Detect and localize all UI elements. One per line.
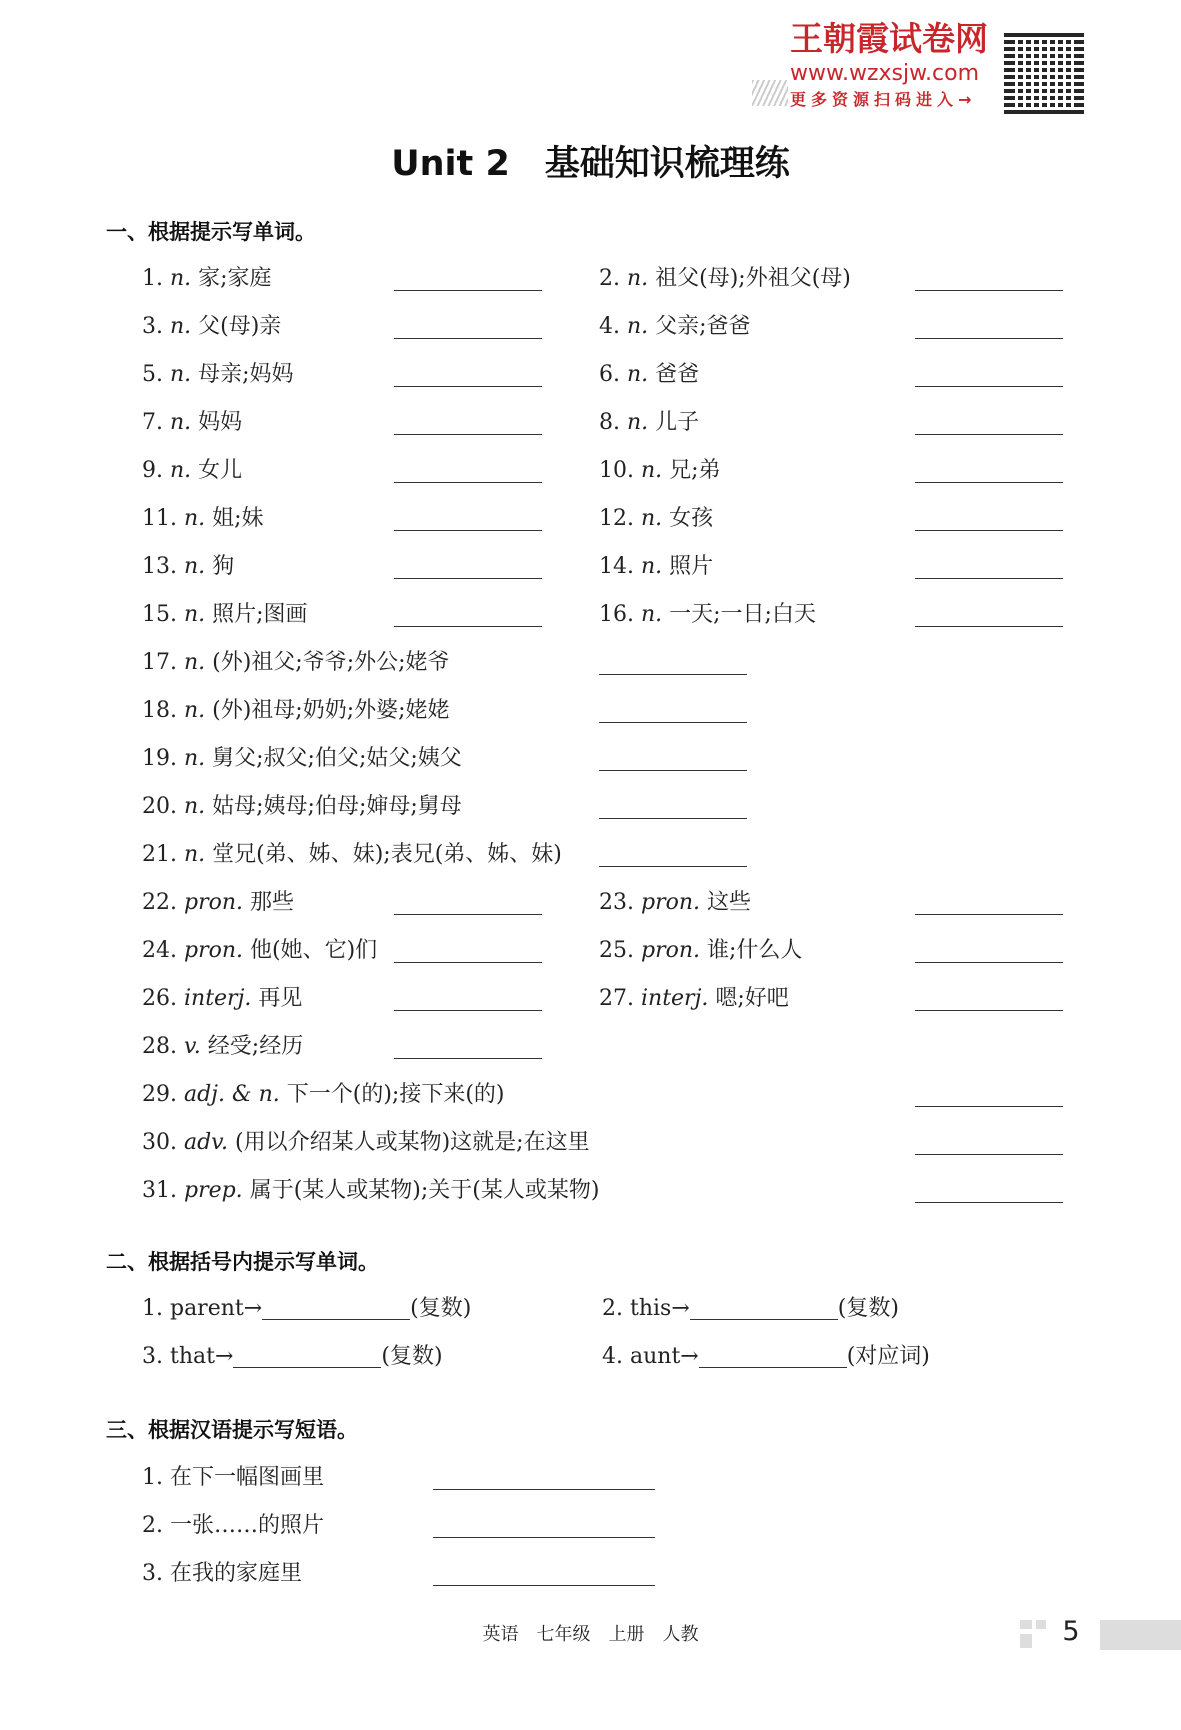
answer-blank[interactable]: [915, 626, 1063, 627]
item-number: 4.: [599, 314, 627, 339]
part-of-speech: n.: [626, 410, 656, 435]
list-item: [142, 360, 294, 390]
item-number: 10.: [599, 458, 641, 483]
item-number: 19.: [142, 746, 184, 771]
answer-blank[interactable]: [599, 722, 747, 723]
qr-code-icon: [1004, 32, 1084, 114]
answer-blank[interactable]: [394, 962, 542, 963]
list-item: [599, 408, 699, 438]
part-of-speech: n.: [640, 458, 670, 483]
answer-blank[interactable]: [915, 1106, 1063, 1107]
part-of-speech: n.: [183, 554, 213, 579]
list-item: [142, 312, 281, 342]
part-of-speech: adj. & n.: [183, 1082, 287, 1107]
item-meaning: 狗: [212, 554, 235, 579]
decorative-square: [1036, 1620, 1046, 1629]
item-number: 6.: [599, 362, 627, 387]
item-number: 13.: [142, 554, 184, 579]
answer-blank[interactable]: [699, 1345, 847, 1368]
section1-heading: 一、根据提示写单词。: [106, 220, 316, 244]
answer-blank[interactable]: [394, 338, 542, 339]
decorative-square: [1020, 1634, 1032, 1648]
item-meaning: 家;家庭: [198, 266, 272, 291]
section3-heading: 三、根据汉语提示写短语。: [106, 1418, 358, 1442]
list-item: [142, 552, 234, 582]
answer-blank[interactable]: [915, 578, 1063, 579]
item-word: 3. that→: [142, 1344, 234, 1369]
answer-blank[interactable]: [599, 866, 747, 867]
list-item: [142, 744, 462, 774]
item-meaning: 他(她、它)们: [249, 938, 378, 963]
item-number: 11.: [142, 506, 184, 531]
part-of-speech: n.: [169, 266, 199, 291]
answer-blank[interactable]: [394, 290, 542, 291]
item-number: 9.: [142, 458, 170, 483]
item-number: 8.: [599, 410, 627, 435]
part-of-speech: pron.: [183, 890, 250, 915]
list-item: [602, 1294, 899, 1324]
answer-blank[interactable]: [394, 1010, 542, 1011]
part-of-speech: v.: [183, 1034, 208, 1059]
item-number: 23.: [599, 890, 641, 915]
logo-url: www.wzxsjw.com: [790, 61, 980, 86]
answer-blank[interactable]: [394, 914, 542, 915]
part-of-speech: n.: [640, 554, 670, 579]
answer-blank[interactable]: [915, 290, 1063, 291]
list-item: [602, 1342, 930, 1372]
item-meaning: (外)祖父;爷爷;外公;姥爷: [212, 650, 450, 675]
section2-heading: 二、根据括号内提示写单词。: [106, 1250, 379, 1274]
item-hint: (复数): [410, 1296, 472, 1321]
part-of-speech: n.: [640, 506, 670, 531]
list-item: [142, 840, 562, 870]
list-item: [142, 888, 294, 918]
item-meaning: 爸爸: [655, 362, 700, 387]
part-of-speech: pron.: [640, 890, 707, 915]
list-item: [142, 264, 272, 294]
item-number: 26.: [142, 986, 184, 1011]
list-item: [599, 312, 751, 342]
list-item: 3. 在我的家庭里: [142, 1561, 302, 1586]
item-number: 17.: [142, 650, 184, 675]
list-item: [142, 792, 462, 822]
answer-blank[interactable]: [690, 1297, 838, 1320]
list-item: 1. 在下一幅图画里: [142, 1465, 324, 1490]
item-meaning: 属于(某人或某物);关于(某人或某物): [249, 1178, 600, 1203]
item-number: 7.: [142, 410, 170, 435]
item-number: 3.: [142, 314, 170, 339]
logo-subtitle: 更多资源扫码进入→: [790, 90, 977, 109]
item-number: 2.: [599, 266, 627, 291]
answer-blank[interactable]: [915, 914, 1063, 915]
item-meaning: 父(母)亲: [198, 314, 282, 339]
footer-text: 英语 七年级 上册 人教: [482, 1624, 699, 1645]
part-of-speech: n.: [169, 314, 199, 339]
item-number: 16.: [599, 602, 641, 627]
list-item: [142, 648, 450, 678]
item-meaning: 照片;图画: [212, 602, 308, 627]
list-item: [142, 504, 264, 534]
part-of-speech: n.: [626, 266, 656, 291]
list-item: [142, 696, 450, 726]
list-item: [142, 984, 302, 1014]
list-item: [142, 456, 242, 486]
list-item: [599, 552, 713, 582]
item-hint: (复数): [837, 1296, 899, 1321]
part-of-speech: n.: [626, 314, 656, 339]
answer-blank[interactable]: [433, 1585, 655, 1586]
item-meaning: (外)祖母;奶奶;外婆;姥姥: [212, 698, 450, 723]
list-item: [142, 936, 377, 966]
item-meaning: 堂兄(弟、姊、妹);表兄(弟、姊、妹): [212, 842, 562, 867]
part-of-speech: pron.: [640, 938, 707, 963]
list-item: [142, 408, 242, 438]
answer-blank[interactable]: [915, 338, 1063, 339]
item-meaning: 一天;一日;白天: [669, 602, 816, 627]
answer-blank[interactable]: [394, 1058, 542, 1059]
part-of-speech: n.: [183, 506, 213, 531]
item-number: 31.: [142, 1178, 184, 1203]
item-number: 29.: [142, 1082, 184, 1107]
item-meaning: 母亲;妈妈: [198, 362, 294, 387]
answer-blank[interactable]: [394, 386, 542, 387]
list-item: [599, 600, 816, 630]
item-meaning: 谁;什么人: [706, 938, 803, 963]
answer-blank[interactable]: [915, 1154, 1063, 1155]
list-item: [142, 1032, 303, 1062]
item-meaning: 那些: [249, 890, 294, 915]
part-of-speech: n.: [169, 362, 199, 387]
part-of-speech: prep.: [183, 1178, 250, 1203]
item-meaning: 妈妈: [198, 410, 243, 435]
part-of-speech: n.: [183, 794, 213, 819]
part-of-speech: adv.: [183, 1130, 235, 1155]
list-item: [142, 1176, 599, 1206]
list-item: [142, 1080, 504, 1110]
answer-blank[interactable]: [915, 482, 1063, 483]
item-number: 15.: [142, 602, 184, 627]
item-meaning: 照片: [669, 554, 714, 579]
part-of-speech: n.: [626, 362, 656, 387]
part-of-speech: interj.: [640, 986, 716, 1011]
item-meaning: 舅父;叔父;伯父;姑父;姨父: [212, 746, 462, 771]
item-meaning: 父亲;爸爸: [655, 314, 751, 339]
decorative-square: [1020, 1620, 1032, 1629]
item-meaning: 嗯;好吧: [715, 986, 789, 1011]
part-of-speech: n.: [183, 842, 213, 867]
page-number: 5: [1050, 1616, 1092, 1648]
item-meaning: 姑母;姨母;伯母;婶母;舅母: [212, 794, 462, 819]
list-item: [142, 1342, 443, 1372]
item-word: 4. aunt→: [602, 1344, 699, 1369]
item-hint: (复数): [381, 1344, 443, 1369]
list-item: [142, 600, 308, 630]
logo-title: 王朝霞试卷网: [790, 19, 988, 58]
item-number: 22.: [142, 890, 184, 915]
answer-blank[interactable]: [433, 1489, 655, 1490]
item-meaning: 儿子: [655, 410, 700, 435]
list-item: [599, 888, 751, 918]
answer-blank[interactable]: [394, 482, 542, 483]
part-of-speech: n.: [183, 650, 213, 675]
decorative-stripes: [752, 80, 788, 106]
item-word: 2. this→: [602, 1296, 690, 1321]
item-meaning: 下一个(的);接下来(的): [286, 1082, 505, 1107]
list-item: [142, 1294, 471, 1324]
page-number-bar: [1100, 1620, 1181, 1650]
answer-blank[interactable]: [599, 770, 747, 771]
item-number: 20.: [142, 794, 184, 819]
answer-blank[interactable]: [915, 434, 1063, 435]
list-item: [599, 264, 851, 294]
answer-blank[interactable]: [915, 962, 1063, 963]
part-of-speech: n.: [183, 602, 213, 627]
item-meaning: 再见: [258, 986, 303, 1011]
item-meaning: 女儿: [198, 458, 243, 483]
part-of-speech: pron.: [183, 938, 250, 963]
item-meaning: 姐;妹: [212, 506, 264, 531]
answer-blank[interactable]: [394, 626, 542, 627]
item-hint: (对应词): [846, 1344, 930, 1369]
list-item: 2. 一张……的照片: [142, 1513, 324, 1538]
answer-blank[interactable]: [915, 1202, 1063, 1203]
item-meaning: 祖父(母);外祖父(母): [655, 266, 851, 291]
answer-blank[interactable]: [599, 674, 747, 675]
part-of-speech: n.: [169, 458, 199, 483]
item-number: 5.: [142, 362, 170, 387]
list-item: [599, 504, 713, 534]
answer-blank[interactable]: [433, 1537, 655, 1538]
item-number: 1.: [142, 266, 170, 291]
item-number: 18.: [142, 698, 184, 723]
item-number: 12.: [599, 506, 641, 531]
item-number: 14.: [599, 554, 641, 579]
answer-blank[interactable]: [262, 1297, 410, 1320]
list-item: [599, 936, 802, 966]
item-meaning: 兄;弟: [669, 458, 721, 483]
part-of-speech: interj.: [183, 986, 259, 1011]
item-word: 1. parent→: [142, 1296, 263, 1321]
answer-blank[interactable]: [394, 434, 542, 435]
answer-blank[interactable]: [233, 1345, 381, 1368]
part-of-speech: n.: [640, 602, 670, 627]
part-of-speech: n.: [169, 410, 199, 435]
item-meaning: 女孩: [669, 506, 714, 531]
item-meaning: 经受;经历: [207, 1034, 304, 1059]
list-item: [599, 360, 699, 390]
answer-blank[interactable]: [915, 1010, 1063, 1011]
answer-blank[interactable]: [394, 578, 542, 579]
item-number: 24.: [142, 938, 184, 963]
item-number: 21.: [142, 842, 184, 867]
item-number: 25.: [599, 938, 641, 963]
item-meaning: 这些: [706, 890, 751, 915]
part-of-speech: n.: [183, 746, 213, 771]
list-item: [142, 1128, 590, 1158]
part-of-speech: n.: [183, 698, 213, 723]
page-title: Unit 2 基础知识梳理练: [391, 144, 790, 184]
list-item: [599, 984, 789, 1014]
item-meaning: (用以介绍某人或某物)这就是;在这里: [235, 1130, 590, 1155]
answer-blank[interactable]: [915, 386, 1063, 387]
answer-blank[interactable]: [394, 530, 542, 531]
item-number: 27.: [599, 986, 641, 1011]
answer-blank[interactable]: [915, 530, 1063, 531]
item-number: 30.: [142, 1130, 184, 1155]
answer-blank[interactable]: [599, 818, 747, 819]
item-number: 28.: [142, 1034, 184, 1059]
list-item: [599, 456, 721, 486]
